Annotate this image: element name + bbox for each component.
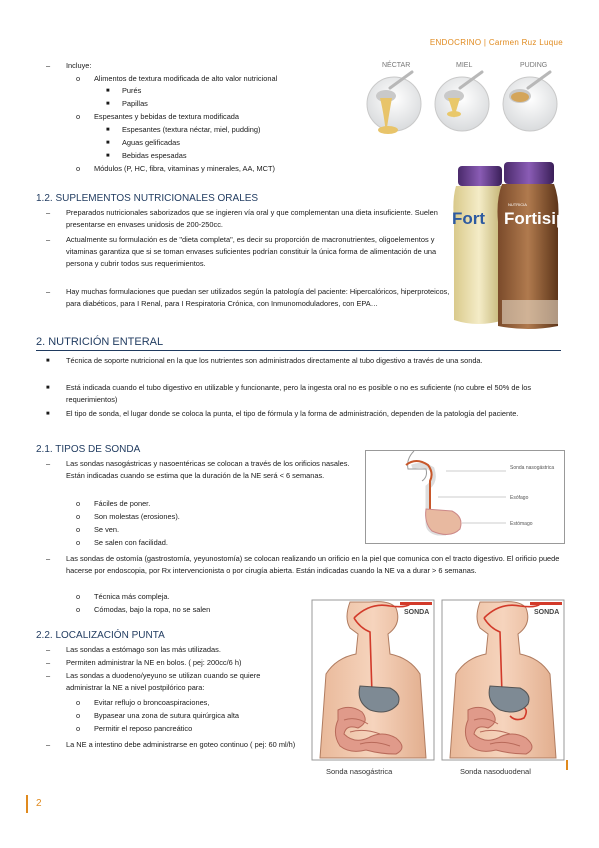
square-bullet: ■ xyxy=(46,358,50,364)
texture-spoons-image xyxy=(362,58,562,158)
circle-bullet: o xyxy=(76,711,81,720)
page-number-bar xyxy=(26,795,28,813)
dash-bullet: – xyxy=(46,235,51,244)
square-bullet: ■ xyxy=(46,411,50,417)
square-bullet: ■ xyxy=(46,385,50,391)
dash-bullet: – xyxy=(46,554,51,563)
sec21-sub-1: Fáciles de poner. xyxy=(94,499,151,508)
circle-bullet: o xyxy=(76,592,81,601)
sec21-bullet-1: Las sondas nasogástricas y nasoentéricas se colocan a través de los orificios nasales. Están indicadas cuando se estima que la duración de la NE será < 6 semanas. xyxy=(66,459,350,480)
sec2-bullet-2: Está indicada cuando el tubo digestivo en utilizable y funcionante, pero la ingesta oral no es posible o no es suficiente (no cubre el 50% de los requerimientos) xyxy=(66,383,532,404)
dash-bullet: – xyxy=(46,459,51,468)
espesantes-grupo-text: Espesantes y bebidas de textura modificada xyxy=(94,112,240,121)
dash-bullet: – xyxy=(46,287,51,296)
papillas-text: Papillas xyxy=(122,99,148,108)
sec22-sub-2: Bypasear una zona de sutura quirúrgica alta xyxy=(94,711,240,720)
nasogastric-diagram xyxy=(365,450,565,544)
sec22-bullet-1: Las sondas a estómago son las más utilizadas. xyxy=(66,645,221,654)
fortisip-bottles-image xyxy=(448,160,568,330)
nasoduodenal-figure xyxy=(442,600,564,776)
pures-text: Purés xyxy=(122,86,142,95)
sec22-sub-3: Permitir el reposo pancreático xyxy=(94,724,193,733)
square-bullet: ■ xyxy=(106,140,110,146)
section-2-title: 2. NUTRICIÓN ENTERAL xyxy=(36,336,164,348)
sonda-label: Sonda nasogástrica xyxy=(510,465,555,471)
caption-nasogastric: Sonda nasogástrica xyxy=(326,767,393,776)
sec12-bullet-2: Actualmente su formulación es de "dieta completa", es decir su proporción de macronutrientes, oligoelementos y vitaminas garantiza que si se toman envases suficientes podrían constituir la única forma de alimentación de una persona y cubrir todos sus requerimientos. xyxy=(66,235,437,268)
aguas-text: Aguas gelificadas xyxy=(122,138,180,147)
espesantes-text: Espesantes (textura néctar, miel, pudding) xyxy=(122,125,261,134)
dash-bullet: – xyxy=(46,61,51,70)
sec2-bullet-1: Técnica de soporte nutricional en la que los nutrientes son administrados directamente al tubo digestivo a través de una sonda. xyxy=(66,356,483,365)
nasogastric-figure xyxy=(312,600,434,776)
section-2-rule xyxy=(36,350,561,351)
bebidas-text: Bebidas espesadas xyxy=(122,151,187,160)
sec2-bullet-3: El tipo de sonda, el lugar donde se coloca la punta, el tipo de fórmula y la forma de administración, dependen de la patología del paciente. xyxy=(66,409,519,418)
esofago-label: Esófago xyxy=(510,495,529,501)
caption-nasoduodenal: Sonda nasoduodenal xyxy=(460,767,531,776)
page-number: 2 xyxy=(36,798,42,809)
square-bullet: ■ xyxy=(106,88,110,94)
dash-bullet: – xyxy=(46,208,51,217)
sonda-tag-2: SONDA xyxy=(534,609,560,616)
circle-bullet: o xyxy=(76,512,81,521)
sec21-sub-3: Se ven. xyxy=(94,525,120,534)
circle-bullet: o xyxy=(76,538,81,547)
spoons-illustration xyxy=(362,58,562,158)
circle-bullet: o xyxy=(76,74,81,83)
sec21-sub-5: Técnica más compleja. xyxy=(94,592,170,601)
circle-bullet: o xyxy=(76,164,81,173)
figure-accent-bar xyxy=(566,760,568,770)
sec22-bullet-3: Las sondas a duodeno/yeyuno se utilizan cuando se quiere administrar la NE a nivel postpilórico para: xyxy=(66,671,261,692)
dash-bullet: – xyxy=(46,658,51,667)
sec22-bullet-4: La NE a intestino debe administrarse en goteo continuo ( pej: 60 ml/h) xyxy=(66,740,296,749)
modulos-text: Módulos (P, HC, fibra, vitaminas y minerales, AA, MCT) xyxy=(94,164,275,173)
circle-bullet: o xyxy=(76,605,81,614)
dash-bullet: – xyxy=(46,671,51,680)
dash-bullet: – xyxy=(46,645,51,654)
sec22-sub-1: Evitar reflujo o broncoaspiraciones, xyxy=(94,698,210,707)
tube-figures xyxy=(310,598,566,778)
square-bullet: ■ xyxy=(106,127,110,133)
square-bullet: ■ xyxy=(106,153,110,159)
sec21-sub-6: Cómodas, bajo la ropa, no se salen xyxy=(94,605,211,614)
sec12-bullet-1: Preparados nutricionales saborizados que se ingieren vía oral y que complementan una dieta insuficiente. Suelen presentarse en envases unidosis de 200-250cc. xyxy=(66,208,438,229)
sonda-tag-1: SONDA xyxy=(404,609,430,616)
circle-bullet: o xyxy=(76,724,81,733)
sec22-bullet-2: Permiten administrar la NE en bolos. ( pej: 200cc/6 h) xyxy=(66,658,242,667)
pudding-label: PUDING xyxy=(520,62,548,69)
dash-bullet: – xyxy=(46,740,51,749)
square-bullet: ■ xyxy=(106,101,110,107)
section-1-2-title: 1.2. SUPLEMENTOS NUTRICIONALES ORALES xyxy=(36,193,259,204)
alimentos-text: Alimentos de textura modificada de alto valor nutricional xyxy=(94,74,278,83)
incluye-text: Incluye: xyxy=(66,61,92,70)
running-header: ENDOCRINO | Carmen Ruz Luque xyxy=(429,38,563,47)
section-2-2-title: 2.2. LOCALIZACIÓN PUNTA xyxy=(36,630,165,641)
circle-bullet: o xyxy=(76,499,81,508)
circle-bullet: o xyxy=(76,698,81,707)
svg-text:Fort: Fort xyxy=(452,209,486,228)
sec21-sub-2: Son molestas (erosiones). xyxy=(94,512,180,521)
circle-bullet: o xyxy=(76,525,81,534)
miel-label: MIEL xyxy=(456,62,473,69)
sec21-sub-4: Se salen con facilidad. xyxy=(94,538,168,547)
sec21-bullet-2: Las sondas de ostomía (gastrostomía, yeyunostomía) se colocan realizando un orificio en la piel que comunica con el tracto digestivo. El orificio puede hacerse por endoscopia, por Rx intervencionista o por cirugía abierta. Están indicadas cuando la NE va a durar > 6 semanas. xyxy=(66,554,560,575)
nectar-label: NÉCTAR xyxy=(382,62,411,69)
bottle-brand-small: NUTRICIA xyxy=(508,202,527,207)
section-2-1-title: 2.1. TIPOS DE SONDA xyxy=(36,444,141,455)
estomago-label: Estómago xyxy=(510,521,533,527)
sec12-bullet-3: Hay muchas formulaciones que puedan ser utilizados según la patología del paciente: Hipercalóricos, hiperproteicos, para diabéticos, para I Renal, para I Respiratoria Crónica, con Inmunomoduladores, con EPA… xyxy=(66,287,450,308)
circle-bullet: o xyxy=(76,112,81,121)
bottle-brand: Fortisip xyxy=(504,209,567,228)
